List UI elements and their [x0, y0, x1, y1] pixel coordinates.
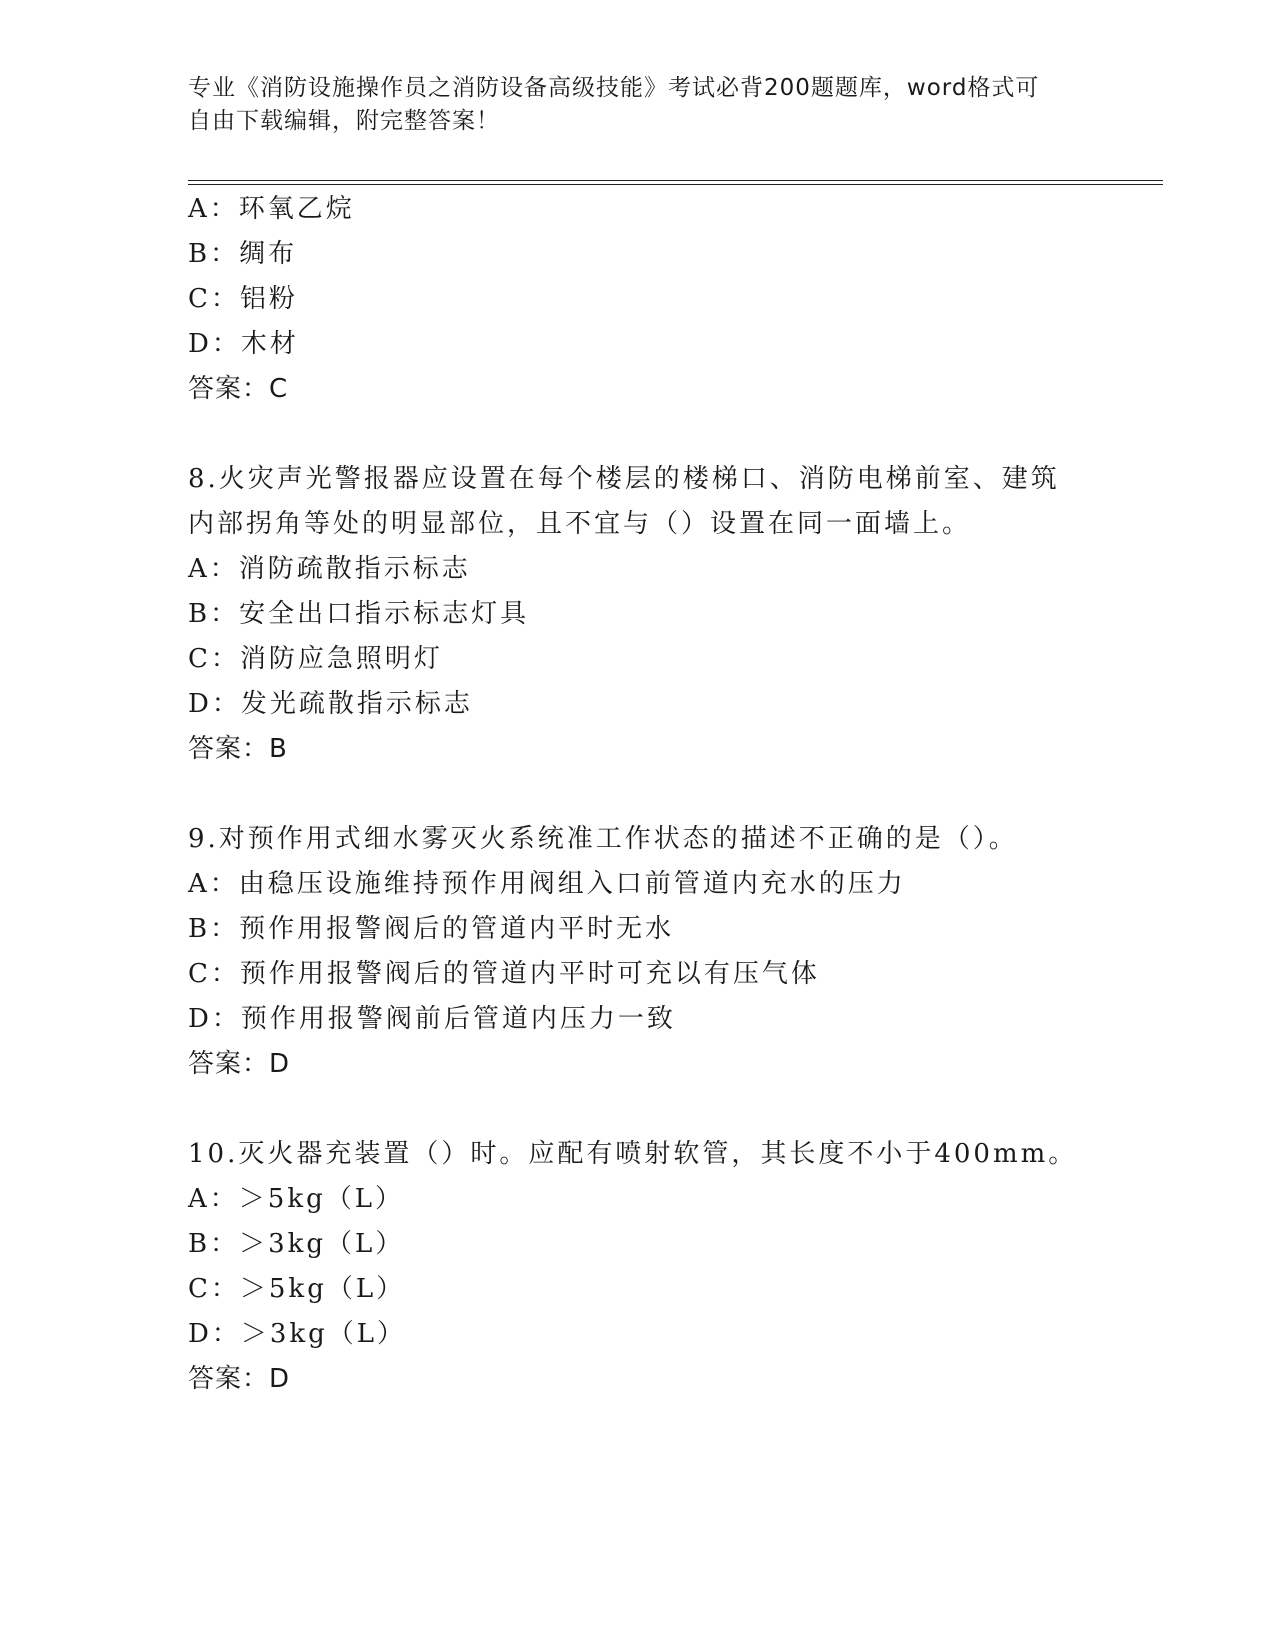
- header-line-1: 专业《消防设施操作员之消防设备高级技能》考试必背200题题库，word格式可: [188, 75, 1040, 101]
- q9-option-b: B：预作用报警阀后的管道内平时无水: [188, 914, 675, 944]
- q10-option-a: A：＞5kg（L）: [188, 1184, 404, 1214]
- q10-stem-line-1: 10.灭火器充装置（）时。应配有喷射软管，其长度不小于400mm。: [188, 1139, 1078, 1169]
- header-divider-bottom: [188, 184, 1163, 185]
- q8-option-c: C：消防应急照明灯: [188, 644, 443, 674]
- header-line-2: 自由下载编辑，附完整答案！: [188, 108, 500, 134]
- q9-answer: 答案：D: [188, 1049, 291, 1079]
- q8-option-a: A：消防疏散指示标志: [188, 554, 471, 584]
- q8-option-d: D：发光疏散指示标志: [188, 689, 473, 719]
- document-header: [188, 72, 1068, 138]
- q7-answer: 答案：C: [188, 374, 289, 404]
- q7-option-d: D：木材: [188, 329, 299, 359]
- q9-option-c: C：预作用报警阀后的管道内平时可充以有压气体: [188, 959, 820, 989]
- header-divider-top: [188, 180, 1163, 181]
- q8-option-b: B：安全出口指示标志灯具: [188, 599, 530, 629]
- q7-option-b: B：绸布: [188, 239, 298, 269]
- q7-option-c: C：铝粉: [188, 284, 298, 314]
- q9-option-a: A：由稳压设施维持预作用阀组入口前管道内充水的压力: [188, 869, 906, 899]
- q10-option-b: B：＞3kg（L）: [188, 1229, 405, 1259]
- q9-stem-line-1: 9.对预作用式细水雾灭火系统准工作状态的描述不正确的是（）。: [188, 824, 1018, 854]
- q10-answer: 答案：D: [188, 1364, 291, 1394]
- q7-option-a: A：环氧乙烷: [188, 194, 355, 224]
- q8-stem-line-2: 内部拐角等处的明显部位，且不宜与（）设置在同一面墙上。: [188, 509, 972, 539]
- q8-stem-line-1: 8.火灾声光警报器应设置在每个楼层的楼梯口、消防电梯前室、建筑: [188, 464, 1060, 494]
- q8-answer: 答案：B: [188, 734, 288, 764]
- q10-option-d: D：＞3kg（L）: [188, 1319, 407, 1349]
- q9-option-d: D：预作用报警阀前后管道内压力一致: [188, 1004, 676, 1034]
- q10-option-c: C：＞5kg（L）: [188, 1274, 406, 1304]
